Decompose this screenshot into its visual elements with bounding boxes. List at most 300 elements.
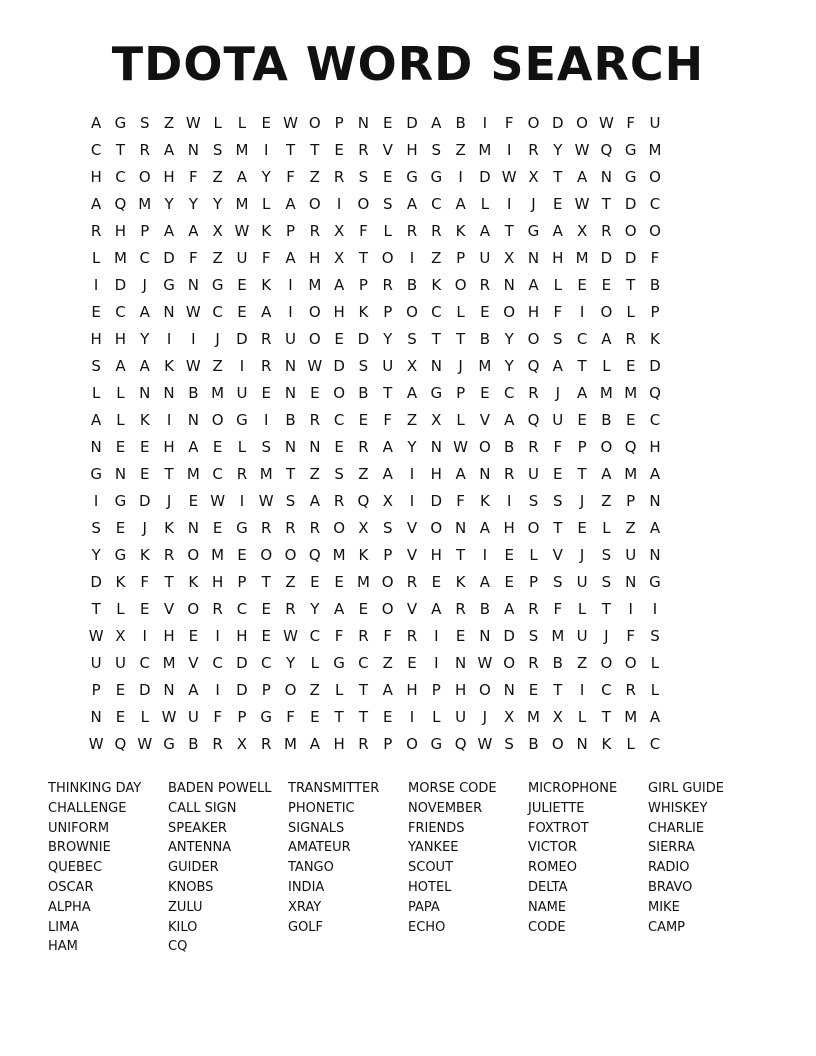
grid-letter: B (358, 384, 369, 402)
grid-letter: O (478, 438, 491, 456)
grid-letter: P (528, 573, 539, 591)
grid-letter: T (358, 249, 368, 267)
grid-letter: C (115, 303, 126, 321)
grid-letter: I (579, 681, 585, 699)
grid-letter: I (434, 654, 439, 672)
grid-letter: A (479, 573, 491, 591)
grid-letter: L (310, 654, 319, 672)
grid-letter: O (187, 600, 200, 618)
grid-letter: F (189, 249, 198, 267)
grid-letter: L (480, 195, 490, 213)
grid-letter: I (239, 357, 245, 375)
word-list-item: ROMEO (528, 860, 577, 876)
word-list-item: ZULU (168, 899, 203, 915)
grid-letter: M (162, 654, 176, 672)
grid-letter: N (430, 438, 442, 456)
grid-letter: K (650, 330, 660, 348)
grid-letter: N (454, 654, 467, 672)
grid-letter: H (333, 303, 345, 321)
grid-letter: E (553, 465, 563, 483)
grid-letter: N (163, 384, 175, 402)
grid-letter: N (114, 465, 127, 483)
grid-letter: E (310, 384, 320, 402)
grid-letter: R (528, 141, 539, 159)
word-list-item: VICTOR (528, 840, 578, 856)
grid-letter: A (333, 276, 345, 294)
grid-letter: A (455, 465, 466, 483)
grid-letter: R (431, 222, 442, 240)
grid-letter: X (333, 249, 345, 267)
grid-letter: H (503, 519, 515, 537)
grid-letter: N (576, 735, 588, 753)
grid-letter: V (406, 546, 418, 564)
grid-letter: S (358, 357, 369, 375)
grid-letter: V (479, 411, 491, 429)
word-list-item: SIGNALS (288, 820, 345, 836)
grid-letter: M (332, 546, 346, 564)
grid-letter: A (285, 249, 296, 267)
grid-letter: X (406, 357, 418, 375)
word-list-item: PAPA (408, 899, 440, 915)
grid-letter: T (310, 141, 320, 159)
grid-letter: C (601, 681, 612, 699)
word-list-item: ANTENNA (168, 840, 232, 856)
grid-letter: X (431, 411, 442, 429)
grid-letter: D (649, 357, 661, 375)
grid-letter: X (115, 627, 126, 645)
grid-letter: O (284, 546, 297, 564)
grid-letter: P (577, 438, 587, 456)
grid-letter: K (358, 546, 369, 564)
grid-letter: A (504, 600, 515, 618)
grid-letter: B (406, 276, 418, 294)
grid-letter: A (649, 519, 661, 537)
grid-letter: A (382, 438, 393, 456)
grid-letter: C (431, 303, 442, 321)
grid-letter: E (261, 384, 271, 402)
grid-letter: E (115, 708, 126, 726)
grid-letter: I (166, 330, 172, 348)
grid-letter: L (213, 114, 222, 132)
grid-letter: E (334, 573, 344, 591)
grid-letter: E (480, 384, 490, 402)
grid-letter: U (479, 249, 491, 267)
grid-letter: N (503, 681, 515, 699)
grid-letter: O (284, 681, 297, 699)
grid-letter: A (188, 222, 199, 240)
grid-letter: I (628, 600, 633, 618)
grid-letter: X (528, 168, 539, 186)
grid-letter: T (285, 141, 296, 159)
word-list-item: SPEAKER (168, 820, 227, 836)
word-list-item: GUIDER (168, 860, 219, 876)
grid-letter: C (212, 303, 223, 321)
grid-letter: A (163, 222, 175, 240)
grid-letter: O (454, 276, 467, 294)
grid-row (84, 731, 732, 758)
grid-letter: D (236, 681, 248, 699)
grid-row (84, 353, 732, 380)
grid-letter: Y (188, 195, 198, 213)
grid-letter: A (601, 330, 612, 348)
grid-row (84, 704, 732, 731)
grid-letter: R (309, 222, 321, 240)
grid-letter: T (456, 546, 466, 564)
grid-letter: F (553, 600, 563, 618)
grid-letter: R (261, 519, 272, 537)
word-list-item: HAM (48, 939, 78, 955)
grid-letter: K (164, 357, 174, 375)
grid-letter: F (553, 438, 563, 456)
grid-row (84, 407, 732, 434)
grid-letter: S (334, 465, 344, 483)
grid-letter: A (455, 195, 466, 213)
grid-letter: O (138, 168, 151, 186)
grid-letter: O (503, 303, 516, 321)
grid-letter: L (237, 438, 247, 456)
grid-letter: C (358, 654, 369, 672)
grid-letter: W (477, 654, 493, 672)
grid-letter: W (88, 735, 104, 753)
grid-letter: N (90, 438, 102, 456)
grid-letter: P (237, 573, 247, 591)
word-list-item: QUEBEC (48, 860, 103, 876)
grid-letter: R (236, 465, 248, 483)
grid-letter: I (458, 168, 463, 186)
grid-letter: E (382, 708, 393, 726)
grid-letter: C (212, 654, 223, 672)
grid-letter: F (286, 708, 295, 726)
grid-letter: E (334, 438, 344, 456)
grid-letter: T (601, 195, 611, 213)
grid-letter: E (310, 708, 320, 726)
grid-letter: A (431, 600, 442, 618)
grid-letter: A (479, 222, 491, 240)
grid-letter: E (480, 303, 490, 321)
grid-letter: K (139, 411, 150, 429)
grid-letter: Z (382, 654, 393, 672)
grid-letter: J (555, 384, 560, 402)
grid-letter: T (456, 330, 466, 348)
grid-letter: T (358, 708, 368, 726)
grid-letter: S (650, 627, 660, 645)
grid-letter: E (261, 627, 271, 645)
grid-letter: A (91, 411, 102, 429)
grid-letter: R (406, 627, 418, 645)
grid-letter: Y (285, 654, 296, 672)
grid-letter: R (212, 600, 223, 618)
grid-letter: Z (406, 411, 418, 429)
grid-letter: N (163, 681, 175, 699)
grid-letter: U (90, 654, 102, 672)
grid-letter: O (649, 168, 661, 186)
grid-letter: I (409, 249, 415, 267)
grid-letter: N (187, 276, 199, 294)
grid-letter: D (552, 114, 564, 132)
grid-letter: O (576, 114, 588, 132)
grid-letter: T (553, 681, 563, 699)
grid-letter: U (649, 114, 661, 132)
grid-letter: T (358, 681, 368, 699)
grid-letter: Z (358, 465, 369, 483)
grid-letter: L (140, 708, 149, 726)
grid-letter: R (261, 735, 272, 753)
grid-letter: N (357, 114, 370, 132)
grid-letter: E (455, 627, 466, 645)
grid-letter: X (382, 492, 393, 510)
grid-letter: U (455, 708, 467, 726)
word-list-item: TRANSMITTER (288, 781, 380, 796)
grid-letter: Z (212, 168, 223, 186)
grid-letter: N (625, 573, 637, 591)
word-list-item: KNOBS (168, 879, 214, 895)
grid-letter: R (503, 465, 515, 483)
grid-letter: R (212, 735, 223, 753)
grid-letter: Y (91, 546, 101, 564)
word-list-item: YANKEE (408, 840, 459, 856)
grid-letter: C (431, 195, 442, 213)
grid-letter: I (409, 708, 415, 726)
grid-letter: N (187, 141, 199, 159)
grid-letter: O (406, 735, 418, 753)
word-list-item: BROWNIE (48, 840, 111, 856)
word-list-item: MIKE (648, 899, 680, 915)
grid-row (84, 380, 732, 407)
grid-row (84, 596, 732, 623)
grid-letter: E (188, 627, 199, 645)
grid-letter: B (188, 384, 199, 402)
grid-letter: D (163, 249, 175, 267)
grid-letter: A (309, 492, 320, 510)
grid-letter: P (650, 303, 660, 321)
grid-letter: L (116, 411, 125, 429)
grid-letter: I (215, 627, 220, 645)
grid-letter: R (90, 222, 102, 240)
grid-letter: G (236, 519, 248, 537)
grid-letter: B (552, 654, 563, 672)
grid-letter: Z (212, 357, 223, 375)
grid-letter: E (382, 168, 393, 186)
grid-letter: H (114, 222, 127, 240)
grid-letter: G (430, 384, 443, 402)
grid-letter: Q (527, 411, 540, 429)
grid-letter: A (576, 168, 588, 186)
word-list-item: BRAVO (648, 879, 693, 895)
grid-letter: O (624, 654, 637, 672)
grid-letter: V (552, 546, 563, 564)
grid-letter: E (310, 573, 320, 591)
grid-letter: R (163, 546, 175, 564)
grid-letter: V (382, 141, 393, 159)
grid-letter: K (164, 519, 174, 537)
grid-letter: C (576, 330, 588, 348)
word-list-item: UNIFORM (48, 820, 110, 836)
grid-letter: W (258, 492, 274, 510)
grid-row (84, 650, 732, 677)
grid-letter: M (113, 249, 127, 267)
grid-letter: P (383, 546, 393, 564)
grid-letter: R (333, 492, 345, 510)
grid-letter: R (406, 573, 418, 591)
grid-letter: W (283, 114, 298, 132)
grid-letter: E (382, 114, 393, 132)
grid-letter: O (600, 654, 613, 672)
grid-letter: M (575, 249, 589, 267)
grid-letter: C (212, 465, 223, 483)
grid-letter: U (382, 357, 394, 375)
grid-letter: R (309, 411, 321, 429)
grid-letter: M (478, 357, 492, 375)
grid-letter: O (649, 222, 661, 240)
grid-letter: E (237, 276, 247, 294)
grid-letter: L (334, 681, 344, 699)
grid-letter: P (383, 735, 393, 753)
grid-letter: K (431, 276, 442, 294)
grid-row (84, 245, 732, 272)
word-list-item: INDIA (288, 879, 325, 895)
grid-letter: H (90, 168, 102, 186)
grid-letter: D (357, 330, 370, 348)
grid-letter: I (288, 303, 293, 321)
grid-letter: F (213, 708, 222, 726)
grid-letter: P (431, 681, 441, 699)
grid-letter: E (91, 303, 101, 321)
grid-letter: R (528, 600, 539, 618)
grid-letter: Z (212, 249, 223, 267)
grid-letter: O (406, 303, 418, 321)
grid-letter: M (356, 573, 370, 591)
grid-letter: N (284, 438, 297, 456)
grid-letter: J (142, 519, 147, 537)
grid-letter: G (163, 735, 175, 753)
grid-letter: O (478, 681, 491, 699)
grid-row (84, 461, 732, 488)
grid-letter: S (91, 357, 101, 375)
word-list-item: GOLF (288, 919, 324, 935)
grid-letter: F (261, 249, 271, 267)
grid-letter: I (93, 492, 99, 510)
grid-letter: H (163, 168, 175, 186)
grid-letter: O (333, 519, 346, 537)
grid-letter: E (504, 573, 514, 591)
grid-letter: E (140, 600, 150, 618)
grid-letter: N (649, 546, 661, 564)
grid-letter: R (285, 519, 296, 537)
grid-letter: U (187, 708, 199, 726)
grid-letter: U (552, 411, 564, 429)
grid-letter: Q (114, 735, 127, 753)
word-list-item: CAMP (648, 919, 686, 935)
grid-letter: T (431, 330, 441, 348)
grid-letter: G (260, 708, 273, 726)
grid-letter: A (91, 195, 102, 213)
grid-letter: B (649, 276, 661, 294)
word-list-item: CHALLENGE (48, 800, 127, 816)
grid-letter: R (358, 735, 369, 753)
grid-letter: L (577, 600, 587, 618)
grid-letter: J (166, 492, 172, 510)
grid-letter: A (285, 195, 296, 213)
grid-letter: X (504, 708, 515, 726)
grid-letter: P (140, 222, 150, 240)
grid-letter: I (579, 303, 585, 321)
grid-letter: G (163, 276, 175, 294)
word-list-item: DELTA (528, 879, 568, 895)
grid-letter: E (334, 141, 344, 159)
grid-letter: G (430, 168, 443, 186)
grid-letter: L (91, 384, 101, 402)
grid-letter: H (333, 735, 345, 753)
grid-letter: B (528, 735, 539, 753)
grid-letter: V (188, 654, 199, 672)
grid-letter: D (624, 195, 637, 213)
grid-letter: E (261, 114, 271, 132)
grid-letter: E (431, 573, 442, 591)
grid-letter: D (333, 357, 345, 375)
grid-letter: R (358, 141, 369, 159)
grid-letter: S (528, 492, 539, 510)
grid-letter: I (288, 276, 293, 294)
grid-letter: M (308, 276, 322, 294)
word-list-item: GIRL GUIDE (648, 781, 724, 796)
grid-letter: X (212, 222, 223, 240)
grid-letter: K (455, 573, 466, 591)
grid-letter: N (479, 465, 491, 483)
grid-letter: N (527, 249, 540, 267)
grid-letter: S (553, 573, 563, 591)
grid-letter: J (458, 357, 463, 375)
word-list-item: CODE (528, 919, 566, 935)
grid-letter: T (504, 222, 514, 240)
grid-letter: E (115, 438, 126, 456)
grid-letter: A (552, 357, 563, 375)
grid-letter: N (600, 168, 612, 186)
grid-letter: Y (553, 141, 563, 159)
grid-letter: C (649, 195, 661, 213)
grid-letter: F (359, 222, 368, 240)
grid-letter: N (649, 492, 661, 510)
word-list-item: XRAY (288, 899, 322, 915)
grid-letter: E (625, 357, 636, 375)
grid-letter: I (434, 627, 439, 645)
grid-letter: N (187, 519, 199, 537)
grid-letter: W (234, 222, 250, 240)
grid-letter: E (115, 519, 126, 537)
grid-letter: A (309, 735, 320, 753)
grid-letter: G (114, 492, 127, 510)
grid-letter: E (358, 411, 369, 429)
grid-letter: G (211, 276, 224, 294)
grid-letter: O (551, 735, 564, 753)
grid-letter: O (527, 519, 540, 537)
grid-letter: X (552, 708, 563, 726)
grid-letter: J (215, 330, 220, 348)
grid-letter: K (455, 222, 466, 240)
grid-letter: F (650, 249, 660, 267)
grid-letter: W (185, 114, 201, 132)
grid-letter: H (454, 681, 467, 699)
grid-letter: Z (163, 114, 175, 132)
grid-letter: M (138, 195, 152, 213)
grid-letter: S (504, 735, 514, 753)
grid-letter: N (90, 708, 102, 726)
grid-letter: F (189, 168, 198, 186)
grid-letter: Z (625, 519, 636, 537)
grid-letter: E (212, 438, 223, 456)
grid-letter: E (358, 600, 369, 618)
grid-letter: P (91, 681, 101, 699)
grid-letter: E (237, 303, 247, 321)
